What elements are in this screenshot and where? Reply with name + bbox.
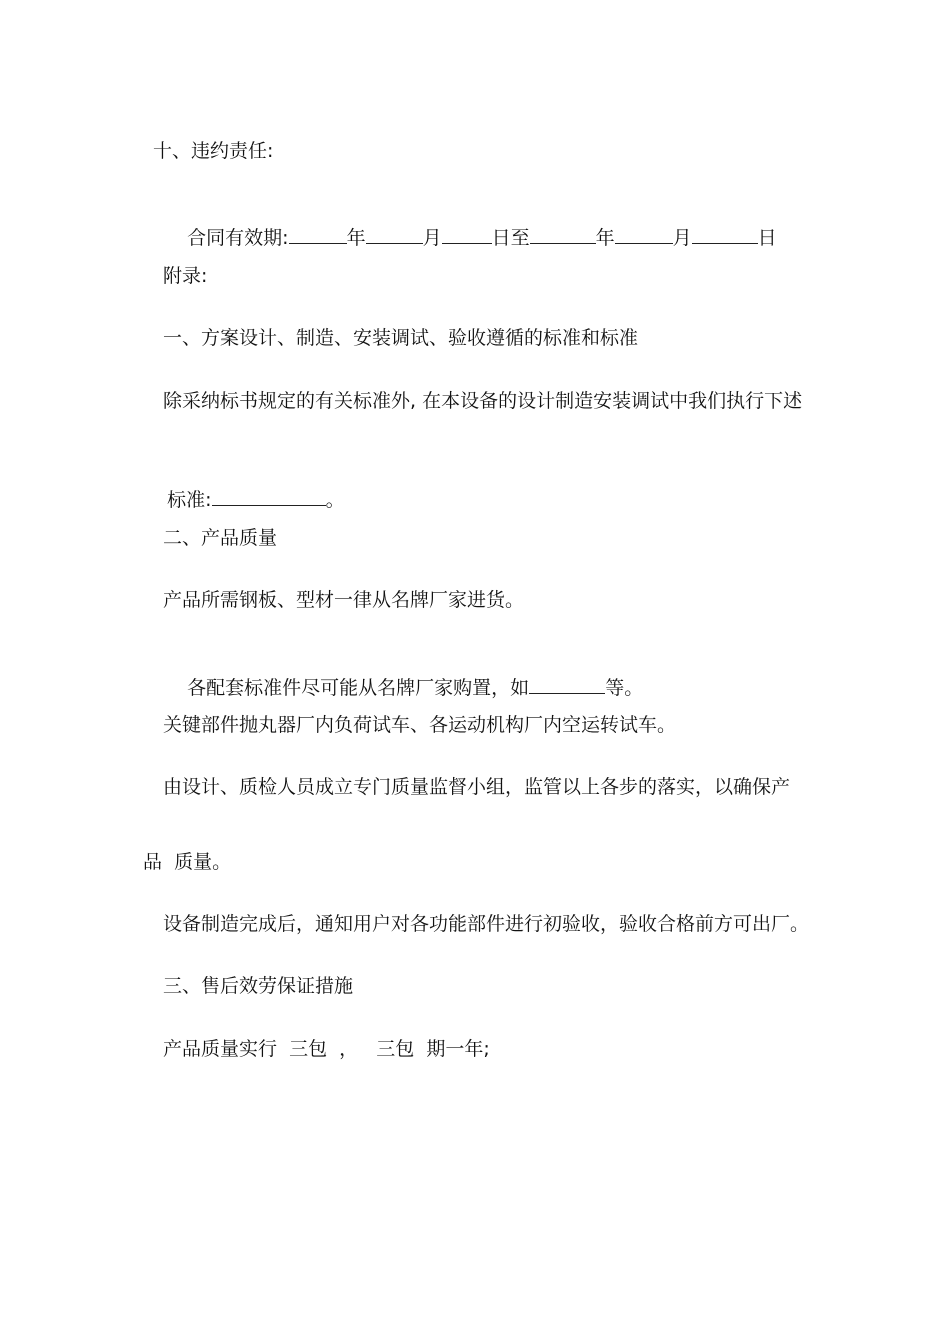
day-label-2: 日 [757, 227, 777, 249]
appendix-section-1-heading: 一、方案设计、制造、安装调试、验收遵循的标准和标准 [163, 327, 639, 349]
year-label-2: 年 [595, 227, 615, 249]
month-label: 月 [422, 227, 442, 249]
standards-end: 。 [325, 489, 345, 511]
blank-field [289, 225, 347, 244]
month-label-2: 月 [672, 227, 692, 249]
appendix-heading: 附录: [163, 265, 208, 287]
paragraph-acceptance: 设备制造完成后，通知用户对各功能部件进行初验收，验收合格前方可出厂。 [163, 913, 810, 935]
parts-text: 各配套标准件尽可能从名牌厂家购置，如 [187, 677, 530, 699]
blank-field [615, 225, 673, 244]
section-10-heading: 十、违约责任: [153, 140, 274, 162]
parts-end: 等。 [605, 677, 644, 699]
blank-field [366, 225, 423, 244]
appendix-section-3-heading: 三、售后效劳保证措施 [163, 975, 354, 997]
paragraph-materials: 产品所需钢板、型材一律从名牌厂家进货。 [163, 589, 525, 611]
paragraph-quality-team-cont: 品 质量。 [143, 851, 232, 873]
contract-period-line [163, 201, 777, 274]
blank-field [529, 675, 605, 694]
paragraph-warranty: 产品质量实行 三包 ， 三包 期一年; [163, 1038, 490, 1060]
blank-field [212, 487, 326, 506]
blank-field [692, 225, 758, 244]
contract-period-label: 合同有效期: [187, 227, 289, 249]
standards-label: 标准: [167, 489, 212, 511]
year-label: 年 [346, 227, 366, 249]
paragraph-testing: 关键部件抛丸器厂内负荷试车、各运动机构厂内空运转试车。 [163, 714, 677, 736]
paragraph-quality-team: 由设计、质检人员成立专门质量监督小组，监管以上各步的落实，以确保产 [163, 776, 791, 798]
appendix-section-2-heading: 二、产品质量 [163, 527, 278, 549]
blank-field [442, 225, 492, 244]
day-to-label: 日至 [491, 227, 530, 249]
blank-field [530, 225, 596, 244]
paragraph-standards: 除采纳标书规定的有关标准外, 在本设备的设计制造安装调试中我们执行下述 [163, 390, 803, 412]
